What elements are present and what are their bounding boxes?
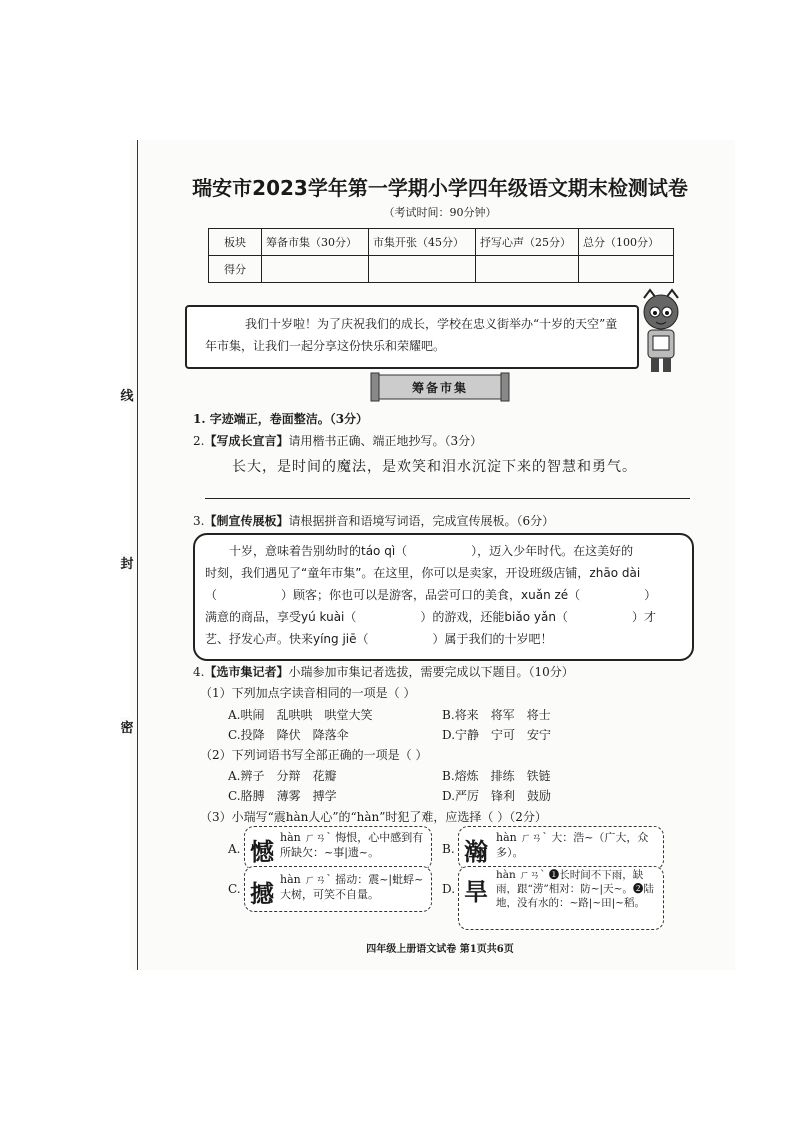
- question-1: 1. 字迹端正，卷面整洁。（3分）: [193, 412, 369, 426]
- option-1c[interactable]: C.投降 降伏 降落伞: [228, 728, 349, 742]
- binding-line: [137, 140, 138, 970]
- dict-text-a: hàn ㄏㄢˋ 悔恨，心中感到有所缺欠：~事|遗~。: [280, 831, 424, 859]
- binding-char-seal: 封: [120, 553, 134, 572]
- page-footer: 四年级上册语文试卷 第1页共6页: [366, 944, 514, 955]
- dict-char-d: 旱: [464, 878, 488, 906]
- binding-char-line: 线: [120, 385, 134, 404]
- score-cell: 板块: [209, 229, 262, 256]
- question-number: 3.: [193, 514, 205, 528]
- question-number: 4.: [193, 665, 205, 679]
- question-4: [193, 663, 574, 680]
- question-text: 小瑞参加市集记者选拔，需要完成以下题目。（10分）: [288, 665, 574, 679]
- board-line: （ ）顾客；你也可以是游客，品尝可口的美食，xuǎn zé（ ）: [205, 588, 657, 602]
- question-3: [193, 512, 554, 529]
- dict-text-b: hàn ㄏㄢˋ 大：浩~（广大，众多）。: [496, 831, 649, 859]
- dict-option-a-label[interactable]: A.: [228, 842, 241, 856]
- copy-text: 长大，是时间的魔法，是欢笑和泪水沉淀下来的智慧和勇气。: [232, 459, 637, 475]
- score-blank-cell[interactable]: [476, 256, 579, 283]
- board-line: 艺、抒发心声。快来yíng jiē（ ）属于我们的十岁吧！: [205, 632, 553, 646]
- score-cell: 得分: [209, 256, 262, 283]
- dict-option-b-label[interactable]: B.: [442, 842, 455, 856]
- sub-question-1: （1）下列加点字读音相同的一项是（ ）: [200, 686, 416, 700]
- option-2b[interactable]: B.熔炼 排练 铁链: [442, 769, 551, 783]
- question-tag: 【选市集记者】: [204, 665, 289, 679]
- score-blank-cell[interactable]: [579, 256, 674, 283]
- dict-char-b: 瀚: [464, 838, 488, 866]
- question-text: 请用楷书正确、端正地抄写。（3分）: [288, 434, 483, 448]
- option-2c[interactable]: C.胳膊 薄雾 搏学: [228, 789, 337, 803]
- board-line: 满意的商品，享受yú kuài（ ）的游戏，还能biǎo yǎn（ ）才: [205, 610, 656, 624]
- option-1a[interactable]: A.哄闹 乱哄哄 哄堂大笑: [228, 708, 373, 722]
- question-number: 2.: [193, 434, 205, 448]
- option-1b[interactable]: B.将来 将军 将士: [442, 708, 551, 722]
- score-cell: 筹备市集（30分）: [262, 229, 369, 256]
- dict-text-c: hàn ㄏㄢˋ 摇动：震~|蚍蜉~大树，可笑不自量。: [280, 873, 424, 901]
- question-tag: 【制宣传展板】: [204, 514, 289, 528]
- section-title: 筹备市集: [411, 381, 468, 395]
- dict-char-c: 撼: [250, 880, 274, 908]
- option-2a[interactable]: A.辨子 分辩 花瓣: [228, 769, 337, 783]
- writing-line[interactable]: [205, 498, 690, 499]
- score-cell: 市集开张（45分）: [369, 229, 476, 256]
- poster-board-text: [205, 540, 680, 650]
- board-line: 时刻，我们遇见了“童年市集”。在这里，你可以是卖家，开设班级店铺，zhāo dài: [205, 566, 641, 580]
- mascot-illustration: [636, 288, 686, 378]
- score-table-score-row: [209, 256, 674, 283]
- board-line: 十岁，意味着告别幼时的táo qì（ ），迈入少年时代。在这美好的: [229, 544, 634, 558]
- option-1d[interactable]: D.宁静 宁可 安宁: [442, 728, 552, 742]
- question-text: 请根据拼音和语境写词语，完成宣传展板。（6分）: [288, 514, 555, 528]
- intro-banner-text: 我们十岁啦！为了庆祝我们的成长，学校在忠义街举办“十岁的天空”童年市集，让我们一起分享这份快乐和荣耀吧。: [205, 317, 618, 353]
- score-cell: 抒写心声（25分）: [476, 229, 579, 256]
- exam-title: 瑞安市2023学年第一学期小学四年级语文期末检测试卷: [192, 176, 688, 200]
- sub-question-3: （3）小瑞写“震hàn人心”的“hàn”时犯了难，应选择（ ）（2分）: [200, 810, 547, 824]
- question-2: [193, 432, 482, 449]
- question-tag: 【写成长宣言】: [204, 434, 289, 448]
- option-2d[interactable]: D.严厉 锋利 鼓励: [442, 789, 552, 803]
- score-blank-cell[interactable]: [262, 256, 369, 283]
- score-cell: 总分（100分）: [579, 229, 674, 256]
- score-blank-cell[interactable]: [369, 256, 476, 283]
- score-table: [208, 228, 674, 283]
- dict-char-a: 憾: [250, 838, 274, 866]
- score-table-header-row: [209, 229, 674, 256]
- exam-time-note: （考试时间：90分钟）: [383, 206, 497, 219]
- dict-option-d-label[interactable]: D.: [442, 882, 456, 896]
- dict-option-c-label[interactable]: C.: [228, 882, 241, 896]
- sub-question-2: （2）下列词语书写全部正确的一项是（ ）: [200, 748, 428, 762]
- dict-text-d: hàn ㄏㄢˋ ❶长时间不下雨，缺雨，跟“涝”相对：防~|天~。❷陆地，没有水的：~路|~田|~稻。: [496, 869, 654, 909]
- binding-char-secret: 密: [120, 717, 134, 736]
